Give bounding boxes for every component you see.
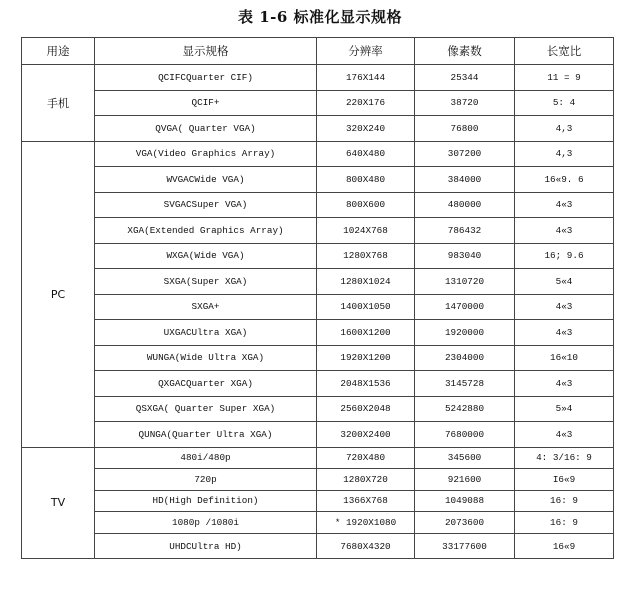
pixels-cell: 1920000	[415, 320, 515, 346]
spec-cell: QVGA( Quarter VGA)	[95, 116, 317, 142]
category-tv: TV	[22, 447, 95, 559]
header-resolution: 分辨率	[317, 38, 415, 65]
spec-cell: WVGACWide VGA)	[95, 167, 317, 193]
spec-cell: QCIF+	[95, 90, 317, 116]
ratio-cell: 4«3	[515, 371, 614, 397]
ratio-cell: 4,3	[515, 141, 614, 167]
resolution-cell: 2560X2048	[317, 396, 415, 422]
ratio-cell: 16«10	[515, 345, 614, 371]
pixels-cell: 1310720	[415, 269, 515, 295]
ratio-cell: 5«4	[515, 269, 614, 295]
resolution-cell: 320X240	[317, 116, 415, 142]
spec-cell: 720p	[95, 469, 317, 491]
header-pixels: 像素数	[415, 38, 515, 65]
ratio-cell: 16; 9.6	[515, 243, 614, 269]
table-row	[22, 371, 614, 397]
pixels-cell: 7680000	[415, 422, 515, 448]
pixels-cell: 33177600	[415, 533, 515, 559]
ratio-cell: I6«9	[515, 469, 614, 491]
pixels-cell: 38720	[415, 90, 515, 116]
resolution-cell: 2048X1536	[317, 371, 415, 397]
ratio-cell: 16«9	[515, 533, 614, 559]
table-row	[22, 490, 614, 512]
spec-cell: SXGA+	[95, 294, 317, 320]
table-row	[22, 243, 614, 269]
ratio-cell: 4«3	[515, 218, 614, 244]
table-row	[22, 269, 614, 295]
resolution-cell: 1400X1050	[317, 294, 415, 320]
ratio-cell: 11 = 9	[515, 65, 614, 91]
resolution-cell: 176X144	[317, 65, 415, 91]
spec-cell: 480i/480p	[95, 447, 317, 469]
ratio-cell: 4«3	[515, 294, 614, 320]
table-row	[22, 116, 614, 142]
header-ratio: 长宽比	[515, 38, 614, 65]
ratio-cell: 5: 4	[515, 90, 614, 116]
resolution-cell: 640X480	[317, 141, 415, 167]
table-row	[22, 533, 614, 559]
spec-cell: QSXGA( Quarter Super XGA)	[95, 396, 317, 422]
resolution-cell: 1280X720	[317, 469, 415, 491]
resolution-cell: 800X480	[317, 167, 415, 193]
table-row	[22, 218, 614, 244]
resolution-cell: 720X480	[317, 447, 415, 469]
header-spec: 显示规格	[95, 38, 317, 65]
spec-cell: SXGA(Super XGA)	[95, 269, 317, 295]
pixels-cell: 1049088	[415, 490, 515, 512]
pixels-cell: 2304000	[415, 345, 515, 371]
table-row	[22, 320, 614, 346]
table-row	[22, 141, 614, 167]
category-mobile: 手机	[22, 65, 95, 142]
resolution-cell: 1024X768	[317, 218, 415, 244]
pixels-cell: 983040	[415, 243, 515, 269]
pixels-cell: 25344	[415, 65, 515, 91]
spec-cell: QCIFCQuarter CIF)	[95, 65, 317, 91]
resolution-cell: 7680X4320	[317, 533, 415, 559]
spec-cell: 1080p /1080i	[95, 512, 317, 534]
pixels-cell: 5242880	[415, 396, 515, 422]
table-row	[22, 167, 614, 193]
ratio-cell: 4: 3/16: 9	[515, 447, 614, 469]
ratio-cell: 4«3	[515, 320, 614, 346]
resolution-cell: 220X176	[317, 90, 415, 116]
spec-cell: HD(High Definition)	[95, 490, 317, 512]
table-row	[22, 65, 614, 91]
spec-cell: UHDCUltra HD)	[95, 533, 317, 559]
pixels-cell: 2073600	[415, 512, 515, 534]
ratio-cell: 16«9. 6	[515, 167, 614, 193]
spec-cell: SVGACSuper VGA)	[95, 192, 317, 218]
pixels-cell: 1470000	[415, 294, 515, 320]
spec-cell: QXGACQuarter XGA)	[95, 371, 317, 397]
spec-cell: XGA(Extended Graphics Array)	[95, 218, 317, 244]
spec-cell: UXGACUltra XGA)	[95, 320, 317, 346]
ratio-cell: 16: 9	[515, 512, 614, 534]
table-row	[22, 345, 614, 371]
table-row	[22, 512, 614, 534]
pixels-cell: 345600	[415, 447, 515, 469]
spec-table	[21, 37, 614, 559]
table-row	[22, 294, 614, 320]
spec-cell: VGA(Video Graphics Array)	[95, 141, 317, 167]
ratio-cell: 16: 9	[515, 490, 614, 512]
table-row	[22, 469, 614, 491]
header-row	[22, 38, 614, 65]
pixels-cell: 76800	[415, 116, 515, 142]
ratio-cell: 5»4	[515, 396, 614, 422]
ratio-cell: 4«3	[515, 192, 614, 218]
spec-cell: WUNGA(Wide Ultra XGA)	[95, 345, 317, 371]
spec-cell: WXGA(Wide VGA)	[95, 243, 317, 269]
ratio-cell: 4,3	[515, 116, 614, 142]
pixels-cell: 307200	[415, 141, 515, 167]
table-row	[22, 90, 614, 116]
pixels-cell: 921600	[415, 469, 515, 491]
resolution-cell: 1600X1200	[317, 320, 415, 346]
resolution-cell: 1920X1200	[317, 345, 415, 371]
pixels-cell: 384000	[415, 167, 515, 193]
resolution-cell: 1366X768	[317, 490, 415, 512]
resolution-cell: 3200X2400	[317, 422, 415, 448]
resolution-cell: 1280X768	[317, 243, 415, 269]
header-usage: 用途	[22, 38, 95, 65]
table-row	[22, 447, 614, 469]
category-pc: PC	[22, 141, 95, 447]
pixels-cell: 3145728	[415, 371, 515, 397]
resolution-cell: * 1920X1080	[317, 512, 415, 534]
spec-cell: QUNGA(Quarter Ultra XGA)	[95, 422, 317, 448]
table-title: 表 1-6 标准化显示规格	[237, 8, 403, 26]
table-row	[22, 396, 614, 422]
table-row	[22, 192, 614, 218]
pixels-cell: 786432	[415, 218, 515, 244]
pixels-cell: 480000	[415, 192, 515, 218]
ratio-cell: 4«3	[515, 422, 614, 448]
resolution-cell: 1280X1024	[317, 269, 415, 295]
table-row	[22, 422, 614, 448]
resolution-cell: 800X600	[317, 192, 415, 218]
